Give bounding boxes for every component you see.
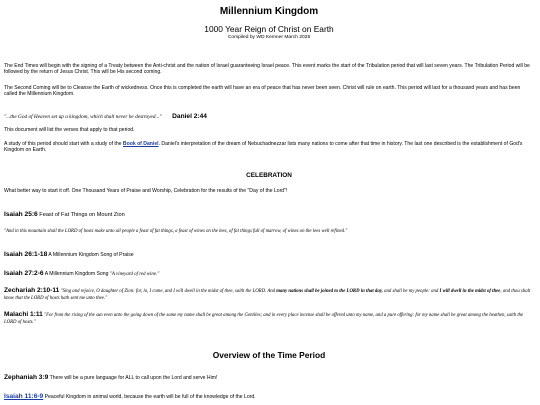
zephaniah-desc: There will be a pure language for ALL to call upon the Lord and serve Him! — [48, 375, 218, 381]
isaiah-11-desc: Peaceful Kingdom in animal world, because the earth will be full of the knowledge of the Lord. — [43, 394, 256, 400]
intro-paragraph-3: This document will list the verses that apply to that period. — [4, 127, 135, 133]
zechariah-quote-c: and shall be my people: and — [382, 289, 440, 294]
book-of-daniel-link[interactable]: Book of Daniel — [122, 141, 159, 147]
zechariah-quote-d: I will dwell in the midst of thee — [439, 289, 501, 294]
celebration-item-1 — [4, 211, 534, 218]
zephaniah-ref: Zephaniah 3:9 — [4, 374, 49, 381]
isaiah-25-6-desc: Feast of Fat Things on Mount Zion — [37, 212, 125, 218]
celebration-item-5 — [4, 311, 534, 326]
celebration-intro: What better way to start it off. One Thousand Years of Praise and Worship, Celebration for the results of the "Day of the Lord"! — [4, 188, 288, 194]
celebration-item-2 — [4, 251, 534, 258]
malachi-quote: "For from the rising of the sun even unto the going down of the same my name shall be great among the Gentiles; and in every place incense shall be offered unto my name, and a pure offering: for my name shall be great among the heathen, saith the LORD of hosts." — [4, 313, 524, 326]
page-subtitle: 1000 Year Reign of Christ on Earth — [204, 24, 334, 34]
isaiah-27-quote: "A vineyard of red wine." — [109, 272, 160, 277]
page-title: Millennium Kingdom — [219, 6, 319, 17]
intro-p4-after: . Daniel's interpretation of the dream of Nebuchadnezzar lists many nations to come after that time in history. The last one described is the establishment of God's Kingdom on Earth. — [4, 141, 523, 154]
zechariah-quote-b: many nations shall be joined to the LORD in that day, — [276, 289, 383, 294]
daniel-quote-ref: Daniel 2:44 — [172, 113, 207, 120]
intro-p4-before: A study of this period should start with a study of the — [4, 141, 123, 147]
celebration-item-4 — [4, 287, 534, 302]
intro-paragraph-4 — [4, 141, 534, 153]
intro-paragraph-2: The Second Coming will be to Cleanse the Earth of wickedness. Once this is completed the earth will have an era of peace that has never been seen. Christ will rule on earth. This period will last for a thousand years and has been called the Millennium Kingdom. — [4, 85, 521, 98]
isaiah-27-desc: A Millennium Kingdom Song — [43, 271, 110, 277]
overview-heading: Overview of the Time Period — [212, 350, 326, 360]
zechariah-quote-e: , and thou shalt know that the LORD of hosts hath sent me unto thee." — [4, 289, 531, 302]
zechariah-ref: Zechariah 2:10-11 — [4, 287, 60, 294]
malachi-ref: Malachi 1:11 — [4, 311, 43, 318]
daniel-quote-line — [4, 110, 534, 121]
overview-item-1 — [4, 374, 534, 381]
isaiah-26-desc: A Millennium Kingdom Song of Praise — [47, 252, 134, 258]
daniel-quote: "...the God of Heaven set up a kingdom, which shall never be destroyed..." — [4, 114, 162, 120]
celebration-item-3 — [4, 270, 534, 277]
isaiah-25-6-quote: "And in this mountain shall the LORD of hosts make unto all people a feast of fat things, a feast of wines on the lees, of fat things full of marrow, of wines on the lees well refined." — [4, 229, 348, 234]
intro-paragraph-1: The End Times will begin with the signing of a Treaty between the Anti-christ and the nation of Israel guaranteeing Israel peace. This event marks the start of the Tribulation period that will last seven years. The Tribulation Period will be followed by the return of Jesus Christ. This will be His second coming. — [4, 63, 530, 76]
celebration-heading: CELEBRATION — [246, 172, 292, 179]
compiled-by: Compiled by WD Kemner March 2025 — [227, 35, 311, 40]
overview-item-2 — [4, 393, 534, 400]
isaiah-11-link[interactable]: Isaiah 11:6-9 — [4, 393, 44, 400]
isaiah-27-ref: Isaiah 27:2-6 — [4, 270, 44, 277]
isaiah-26-ref: Isaiah 26:1-18 — [4, 251, 48, 258]
zechariah-quote-a: "Sing and rejoice, O daughter of Zion: for, lo, I come, and I will dwell in the midst of thee, saith the LORD. And — [59, 289, 277, 294]
isaiah-25-6-ref: Isaiah 25:6 — [4, 211, 38, 218]
